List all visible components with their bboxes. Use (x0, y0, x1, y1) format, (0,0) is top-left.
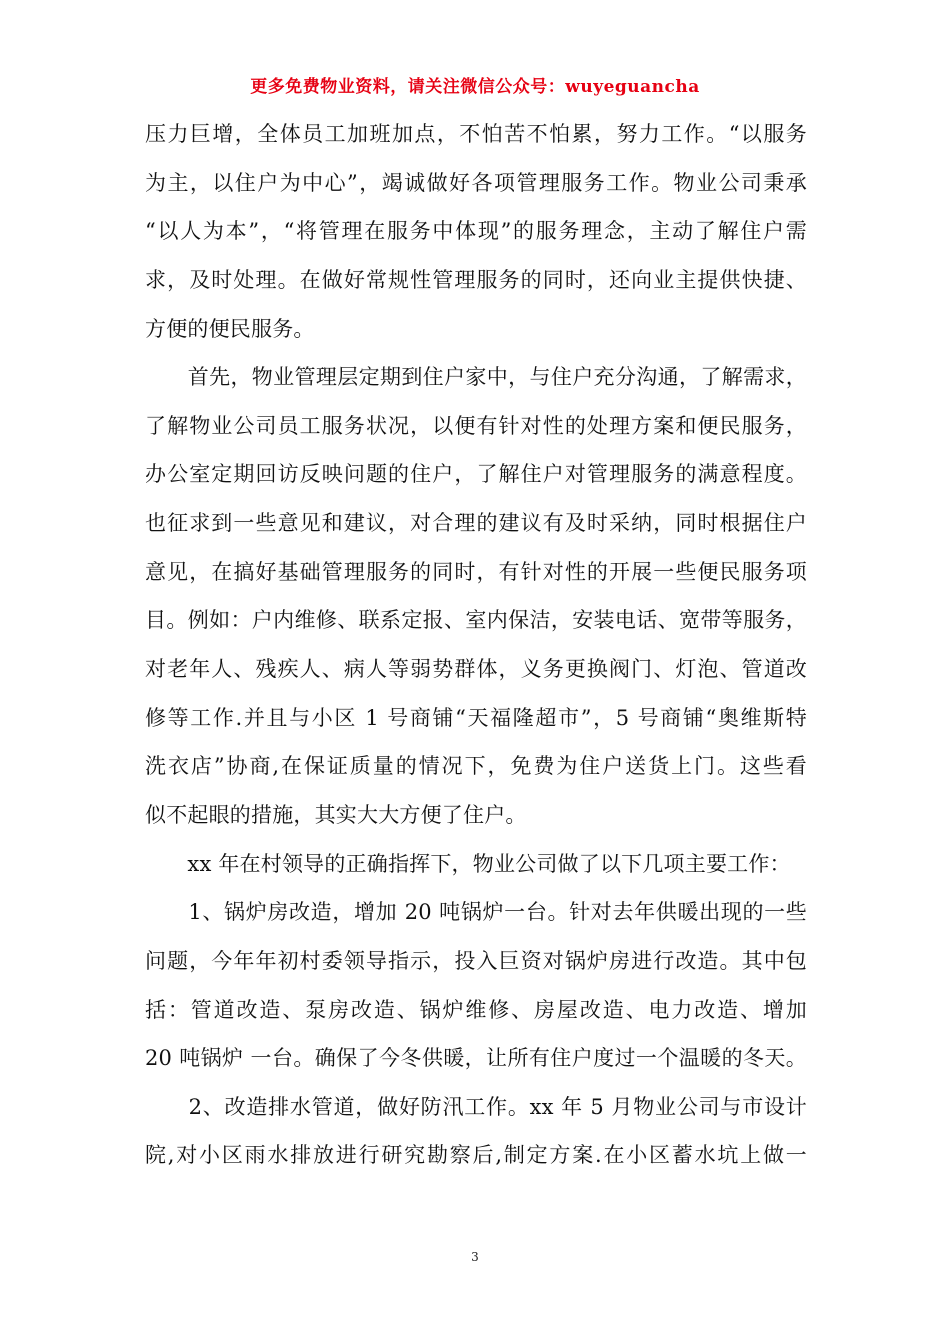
text-line: 2、改造排水管道，做好防汛工作。xx 年 5 月物业公司与市设计 (145, 1094, 807, 1119)
text-line: 20 吨锅炉 一台。确保了今冬供暖，让所有住户度过一个温暖的冬天。 (145, 1046, 807, 1071)
text-line: 似不起眼的措施，其实大大方便了住户。 (145, 802, 527, 827)
text-line: 院,对小区雨水排放进行研究勘察后,制定方案.在小区蓄水坑上做一 (145, 1143, 807, 1168)
text-line: 首先，物业管理层定期到住户家中，与住户充分沟通，了解需求， (145, 365, 807, 390)
text-line: 括：管道改造、泵房改造、锅炉维修、房屋改造、电力改造、增加 (145, 997, 807, 1022)
page-number: 3 (471, 1250, 479, 1264)
text-line: 意见，在搞好基础管理服务的同时，有针对性的开展一些便民服务项 (145, 559, 807, 584)
document-body (145, 110, 807, 1180)
text-line: 问题，今年年初村委领导指示，投入巨资对锅炉房进行改造。其中包 (145, 948, 807, 973)
text-line: 求，及时处理。在做好常规性管理服务的同时，还向业主提供快捷、 (145, 267, 807, 292)
text-line: 目。例如：户内维修、联系定报、室内保洁，安装电话、宽带等服务， (145, 608, 807, 633)
text-line: 修等工作.并且与小区 1 号商铺“天福隆超市”，5 号商铺“奥维斯特 (145, 705, 807, 730)
text-line: 洗衣店”协商,在保证质量的情况下，免费为住户送货上门。这些看 (145, 754, 807, 779)
text-line: 方便的便民服务。 (145, 316, 315, 341)
promo-banner: 更多免费物业资料，请关注微信公众号：wuyeguancha (250, 77, 700, 97)
text-line: 了解物业公司员工服务状况，以便有针对性的处理方案和便民服务， (145, 413, 807, 438)
text-line: “以人为本”，“将管理在服务中体现”的服务理念，主动了解住户需 (145, 219, 807, 244)
text-line: 1、锅炉房改造，增加 20 吨锅炉一台。针对去年供暖出现的一些 (145, 900, 807, 925)
text-line: 为主，以住户为中心”，竭诚做好各项管理服务工作。物业公司秉承 (145, 170, 807, 195)
text-line: 办公室定期回访反映问题的住户，了解住户对管理服务的满意程度。 (145, 462, 807, 487)
text-line: 对老年人、残疾人、病人等弱势群体，义务更换阀门、灯泡、管道改 (145, 657, 807, 682)
text-line: 压力巨增，全体员工加班加点，不怕苦不怕累，努力工作。“以服务 (145, 122, 807, 146)
text-line: xx 年在村领导的正确指挥下，物业公司做了以下几项主要工作： (145, 851, 791, 876)
text-line: 也征求到一些意见和建议，对合理的建议有及时采纳，同时根据住户 (145, 511, 807, 536)
